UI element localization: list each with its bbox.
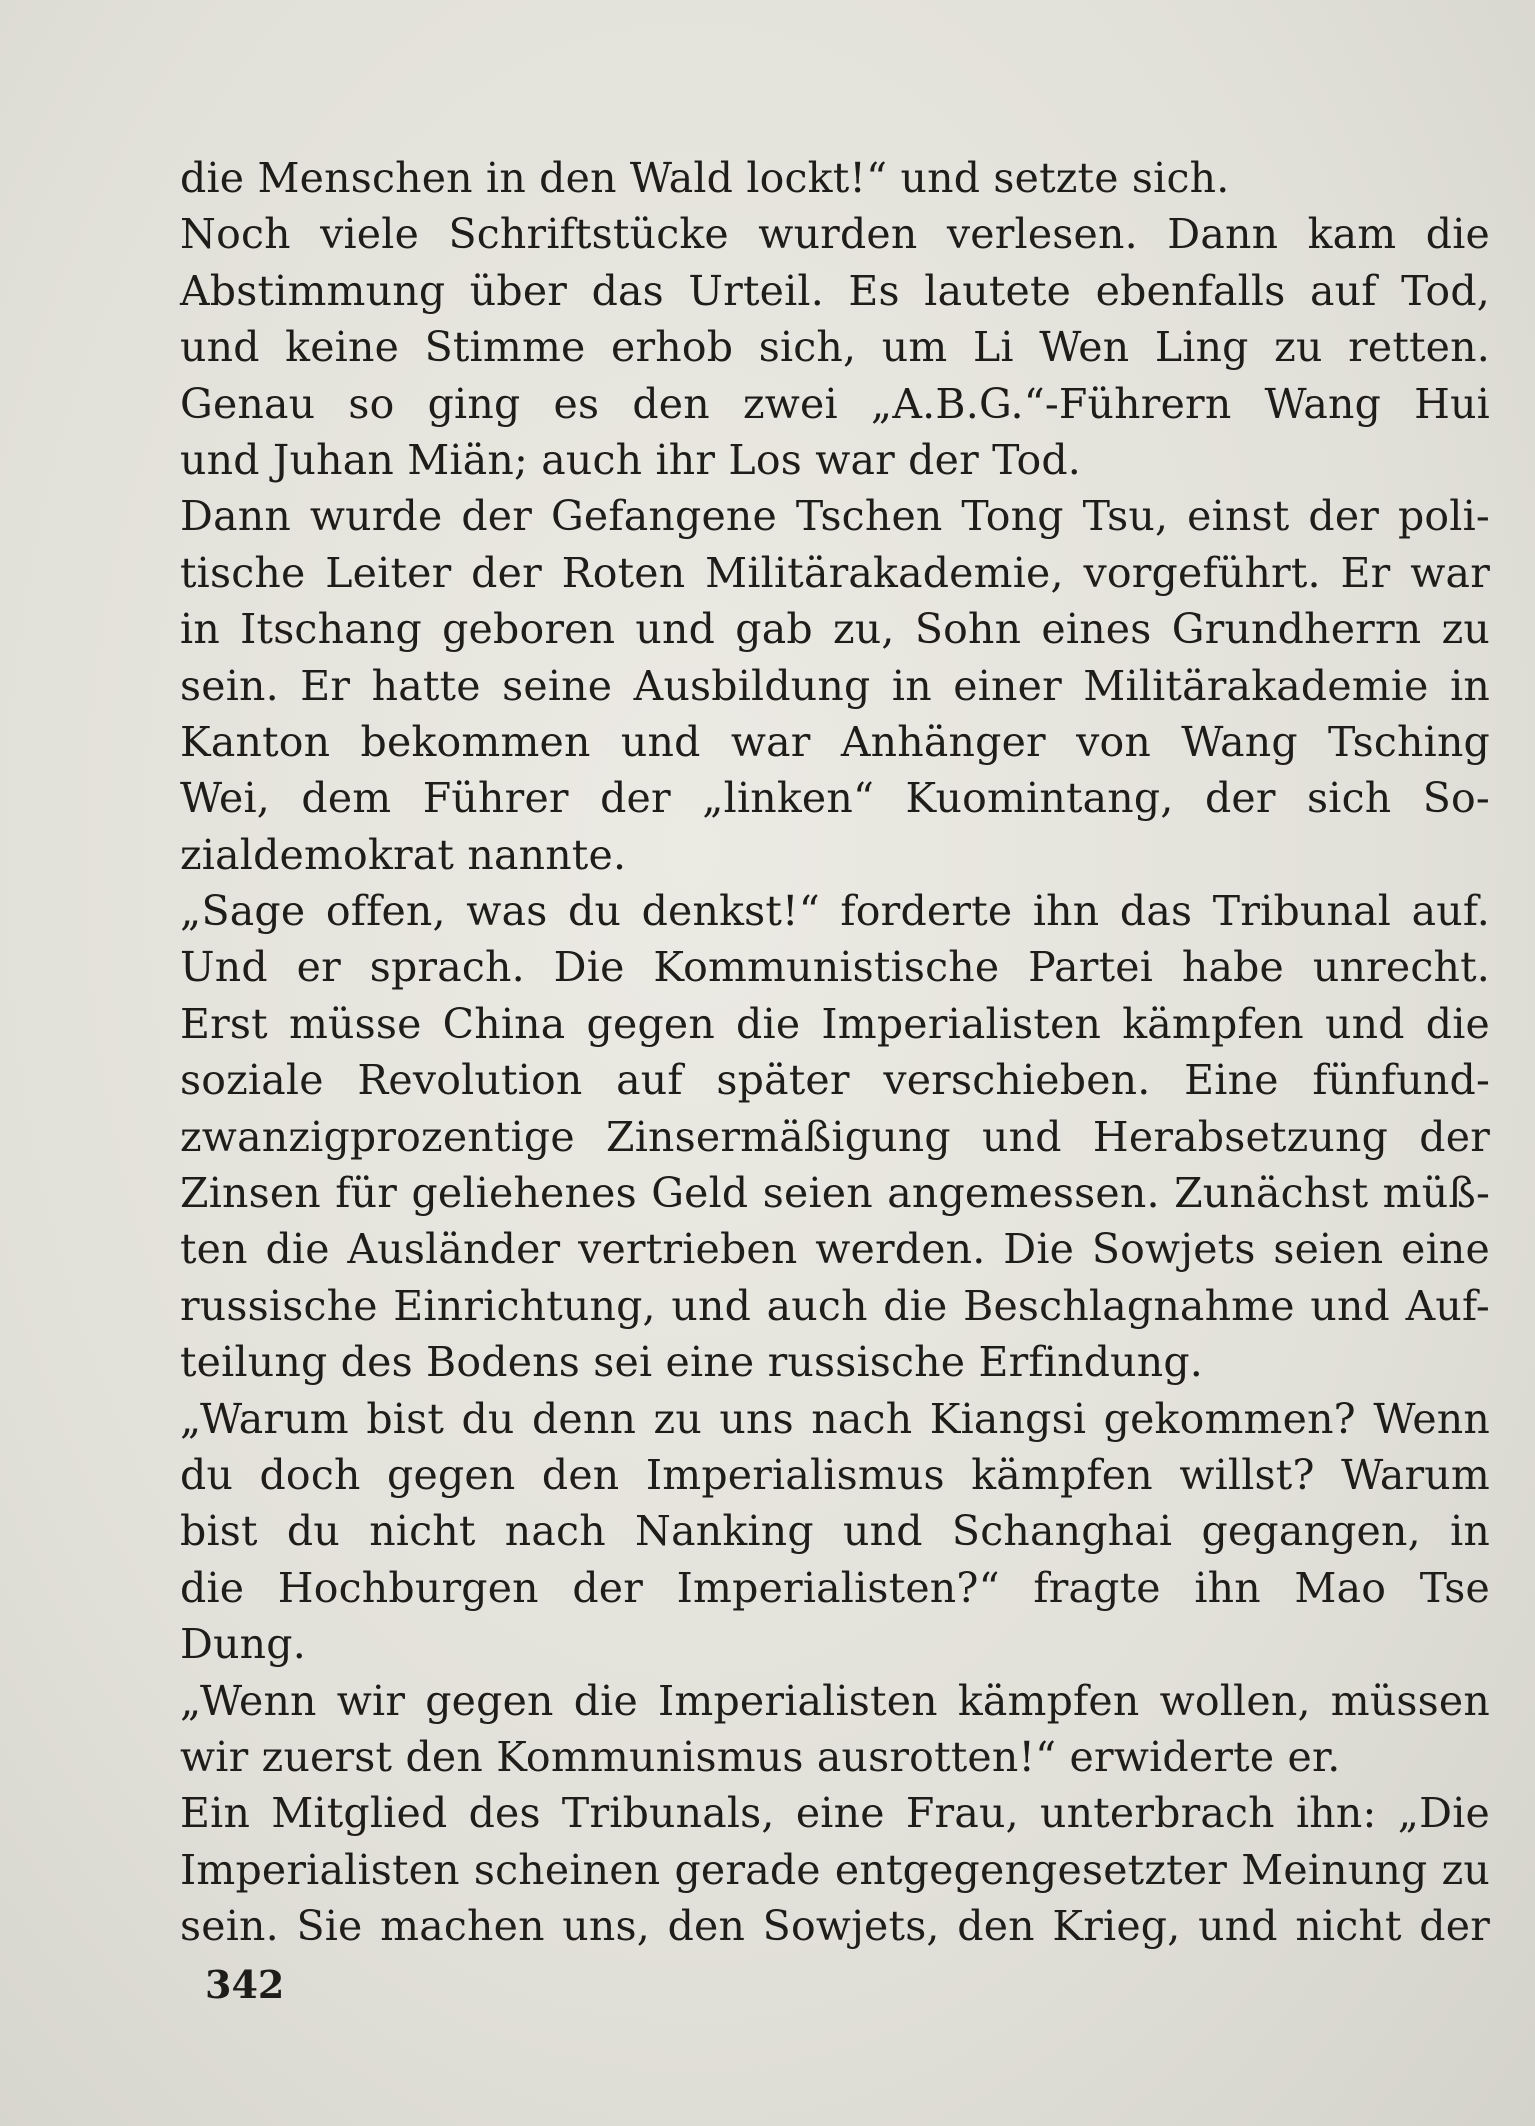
text-line: Noch viele Schriftstücke wurden verlesen. Dann kam die <box>180 210 1490 259</box>
text-line: du doch gegen den Imperialismus kämpfen willst? Warum <box>180 1450 1490 1499</box>
text-line: die Menschen in den Wald lockt!“ und setzte sich. <box>180 154 1230 202</box>
text-line: sein. Er hatte seine Ausbildung in einer Militärakademie in <box>180 661 1490 710</box>
text-line: und keine Stimme erhob sich, um Li Wen Ling zu retten. <box>180 323 1490 372</box>
text-line: Dung. <box>180 1620 306 1669</box>
text-line: Zinsen für geliehenes Geld seien angemessen. Zunächst müß- <box>180 1169 1490 1218</box>
text-line: ten die Ausländer vertrieben werden. Die Sowjets seien eine <box>180 1225 1490 1274</box>
text-line: die Hochburgen der Imperialisten?“ fragte ihn Mao Tse <box>180 1563 1490 1612</box>
text-line: russische Einrichtung, und auch die Beschlagnahme und Auf- <box>180 1281 1490 1330</box>
text-line: zialdemokrat nannte. <box>180 830 627 879</box>
text-line: Genau so ging es den zwei „A.B.G.“-Führern Wang Hui <box>180 379 1490 428</box>
text-line: „Wenn wir gegen die Imperialisten kämpfen wollen, müssen <box>180 1676 1490 1725</box>
text-line: Erst müsse China gegen die Imperialisten kämpfen und die <box>180 999 1490 1048</box>
text-line: „Warum bist du denn zu uns nach Kiangsi gekommen? Wenn <box>180 1394 1490 1443</box>
text-line: teilung des Bodens sei eine russische Erfindung. <box>180 1338 1204 1387</box>
text-line: Abstimmung über das Urteil. Es lautete ebenfalls auf Tod, <box>180 266 1490 315</box>
text-line: sein. Sie machen uns, den Sowjets, den Krieg, und nicht der <box>180 1902 1490 1951</box>
text-line: soziale Revolution auf später verschieben. Eine fünfund- <box>180 1056 1490 1105</box>
text-line: Und er sprach. Die Kommunistische Partei habe unrecht. <box>180 943 1490 992</box>
text-line: Kanton bekommen und war Anhänger von Wang Tsching <box>180 717 1490 766</box>
text-line: Imperialisten scheinen gerade entgegengesetzter Meinung zu <box>180 1845 1490 1894</box>
text-line: Ein Mitglied des Tribunals, eine Frau, unterbrach ihn: „Die <box>180 1789 1490 1838</box>
text-line: bist du nicht nach Nanking und Schanghai gegangen, in <box>180 1507 1490 1556</box>
body-text <box>180 150 1490 1955</box>
text-line: Wei, dem Führer der „linken“ Kuomintang, der sich So- <box>180 774 1490 823</box>
text-line: in Itschang geboren und gab zu, Sohn eines Grundherrn zu <box>180 605 1490 654</box>
text-line: wir zuerst den Kommunismus ausrotten!“ erwiderte er. <box>180 1732 1341 1781</box>
page-number: 342 <box>205 1962 285 2007</box>
text-line: zwanzigprozentige Zinsermäßigung und Herabsetzung der <box>180 1112 1490 1161</box>
text-line: tische Leiter der Roten Militärakademie, vorgeführt. Er war <box>180 548 1490 597</box>
text-line: und Juhan Miän; auch ihr Los war der Tod. <box>180 435 1082 484</box>
text-line: Dann wurde der Gefangene Tschen Tong Tsu, einst der poli- <box>180 492 1490 541</box>
text-line: „Sage offen, was du denkst!“ forderte ihn das Tribunal auf. <box>180 887 1490 936</box>
